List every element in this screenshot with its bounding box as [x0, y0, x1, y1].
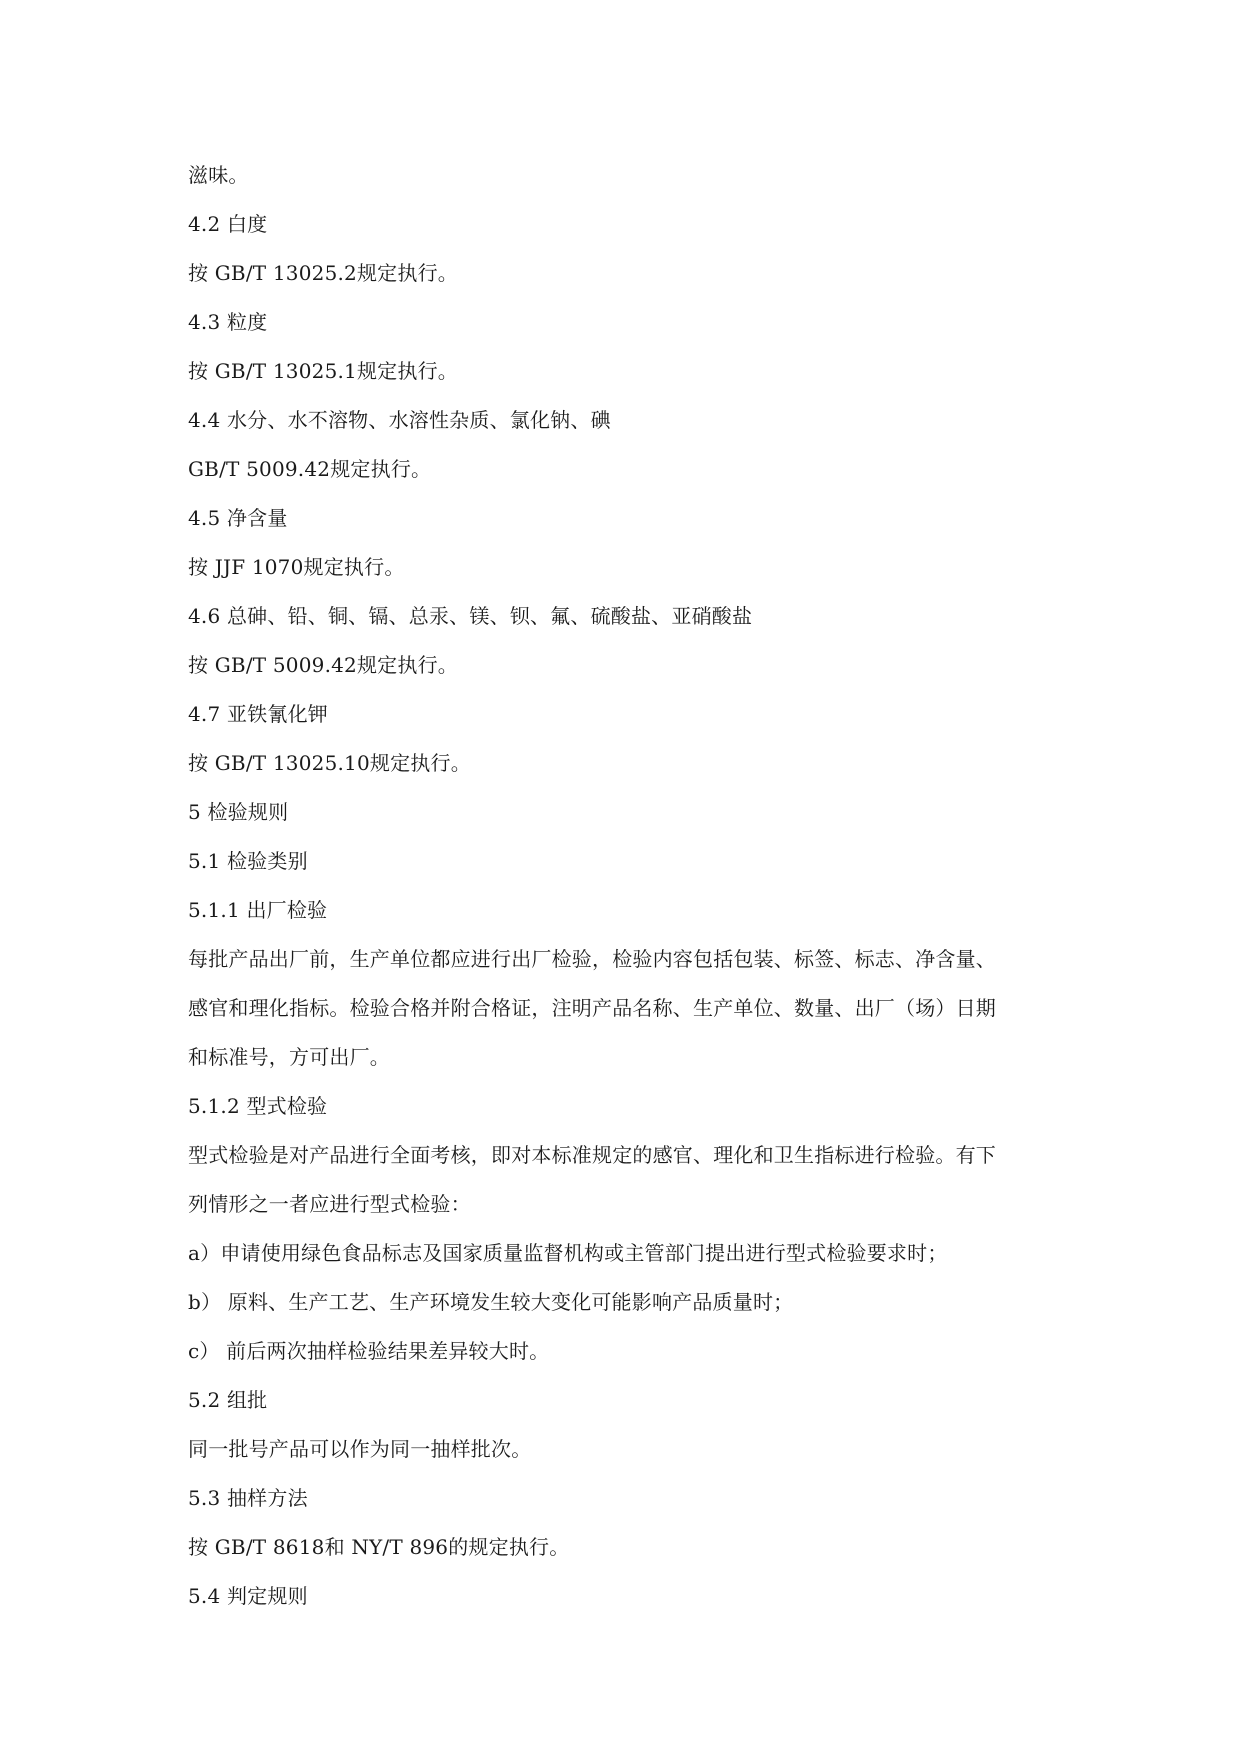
- text-line: 按 GB/T 13025.1规定执行。: [188, 359, 458, 383]
- text-line: GB/T 5009.42规定执行。: [188, 457, 432, 481]
- section-heading: 4.5 净含量: [188, 506, 288, 530]
- section-heading: 5.3 抽样方法: [188, 1486, 308, 1510]
- chapter-heading: 5 检验规则: [188, 800, 289, 824]
- section-heading: 4.7 亚铁氰化钾: [188, 702, 328, 726]
- text-line: 滋味。: [188, 163, 249, 187]
- subsection-heading: 5.1.1 出厂检验: [188, 898, 328, 922]
- paragraph-line: 感官和理化指标。检验合格并附合格证，注明产品名称、生产单位、数量、出厂（场）日期: [188, 996, 996, 1020]
- paragraph-line: 每批产品出厂前，生产单位都应进行出厂检验，检验内容包括包装、标签、标志、净含量、: [188, 947, 996, 971]
- section-heading: 4.3 粒度: [188, 310, 268, 334]
- text-line: 按 GB/T 8618和 NY/T 896的规定执行。: [188, 1535, 570, 1559]
- section-heading: 4.6 总砷、铅、铜、镉、总汞、镁、钡、氟、硫酸盐、亚硝酸盐: [188, 604, 753, 628]
- list-item: b） 原料、生产工艺、生产环境发生较大变化可能影响产品质量时；: [188, 1290, 794, 1314]
- text-line: 按 GB/T 13025.2规定执行。: [188, 261, 458, 285]
- section-heading: 5.2 组批: [188, 1388, 268, 1412]
- paragraph-line: 列情形之一者应进行型式检验：: [188, 1192, 471, 1216]
- document-body: [188, 151, 1068, 1621]
- text-line: 同一批号产品可以作为同一抽样批次。: [188, 1437, 532, 1461]
- text-line: 按 GB/T 13025.10规定执行。: [188, 751, 471, 775]
- list-item: a）申请使用绿色食品标志及国家质量监督机构或主管部门提出进行型式检验要求时；: [188, 1241, 948, 1265]
- section-heading: 5.4 判定规则: [188, 1584, 308, 1608]
- text-line: 按 GB/T 5009.42规定执行。: [188, 653, 458, 677]
- section-heading: 5.1 检验类别: [188, 849, 308, 873]
- paragraph-line: 型式检验是对产品进行全面考核，即对本标准规定的感官、理化和卫生指标进行检验。有下: [188, 1143, 996, 1167]
- section-heading: 4.2 白度: [188, 212, 268, 236]
- list-item: c） 前后两次抽样检验结果差异较大时。: [188, 1339, 550, 1363]
- paragraph-line: 和标准号，方可出厂。: [188, 1045, 390, 1069]
- text-line: 按 JJF 1070规定执行。: [188, 555, 405, 579]
- subsection-heading: 5.1.2 型式检验: [188, 1094, 328, 1118]
- section-heading: 4.4 水分、水不溶物、水溶性杂质、氯化钠、碘: [188, 408, 611, 432]
